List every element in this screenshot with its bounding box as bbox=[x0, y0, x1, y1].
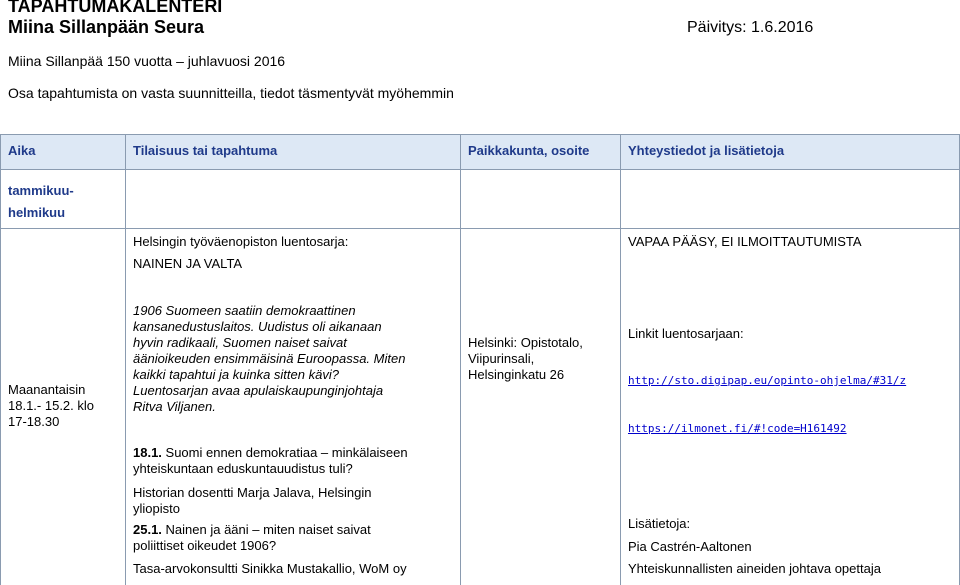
lecture-1-title: 18.1. Suomi ennen demokratiaa – minkälaiseen yhteiskuntaan eduskuntauudistus tuli? bbox=[133, 445, 408, 476]
contact-name: Pia Castrén-Aaltonen bbox=[628, 539, 752, 554]
column-header-time: Aika bbox=[8, 143, 36, 158]
col-border-left bbox=[0, 134, 1, 585]
lecture-2-title: 25.1. Nainen ja ääni – miten naiset saivat poliittiset oikeudet 1906? bbox=[133, 522, 371, 553]
table-period-divider bbox=[0, 228, 960, 229]
contact-role: Yhteiskunnallisten aineiden johtava opettaja bbox=[628, 561, 881, 576]
link-sto-digipap[interactable]: http://sto.digipap.eu/opinto-ohjelma/#31/z bbox=[628, 374, 907, 387]
info-label: Lisätietoja: bbox=[628, 516, 691, 531]
series-intro: 1906 Suomeen saatiin demokraattinen kansanedustuslaitos. Uudistus oli aikanaan hyvin radikaali, Suomen naiset saivat äänioikeuden ensimmäisinä Euroopassa. Miten kaikki tapahtui ja kuinka sitten kävi? Luentosarjan avaa apulaiskaupunginjohtaja Ritva Viljanen. bbox=[133, 303, 406, 414]
column-header-contact: Yhteystiedot ja lisätietoja bbox=[628, 143, 785, 158]
col-divider-1 bbox=[125, 134, 126, 585]
col-divider-3 bbox=[620, 134, 621, 585]
lecture-1-date: 18.1. bbox=[133, 445, 162, 460]
page-title: TAPAHTUMAKALENTERI bbox=[8, 0, 223, 16]
series-name: NAINEN JA VALTA bbox=[133, 256, 243, 271]
column-header-event: Tilaisuus tai tapahtuma bbox=[133, 143, 278, 158]
lecture-1-speaker: Historian dosentti Marja Jalava, Helsingin yliopisto bbox=[133, 485, 372, 516]
series-label: Helsingin työväenopiston luentosarja: bbox=[133, 234, 349, 249]
table-header-divider bbox=[0, 169, 960, 170]
subtitle: Miina Sillanpää 150 vuotta – juhlavuosi 2016 bbox=[8, 53, 286, 69]
event-time: Maanantaisin 18.1.- 15.2. klo 17-18.30 bbox=[8, 382, 94, 429]
link-ilmonet[interactable]: https://ilmonet.fi/#!code=H161492 bbox=[628, 422, 847, 435]
lecture-2-speaker: Tasa-arvokonsultti Sinikka Mustakallio, WoM oy bbox=[133, 561, 407, 576]
period-label: tammikuu- helmikuu bbox=[8, 183, 74, 220]
lecture-2-date: 25.1. bbox=[133, 522, 162, 537]
column-header-location: Paikkakunta, osoite bbox=[468, 143, 590, 158]
table-border-top bbox=[0, 134, 960, 135]
planning-note: Osa tapahtumista on vasta suunnitteilla, tiedot täsmentyvät myöhemmin bbox=[8, 85, 454, 101]
links-label: Linkit luentosarjaan: bbox=[628, 326, 744, 341]
update-date: Päivitys: 1.6.2016 bbox=[687, 19, 814, 36]
event-location: Helsinki: Opistotalo, Viipurinsali, Helsinginkatu 26 bbox=[468, 335, 583, 382]
col-divider-2 bbox=[460, 134, 461, 585]
admission-note: VAPAA PÄÄSY, EI ILMOITTAUTUMISTA bbox=[628, 234, 862, 249]
organization-name: Miina Sillanpään Seura bbox=[8, 17, 205, 37]
